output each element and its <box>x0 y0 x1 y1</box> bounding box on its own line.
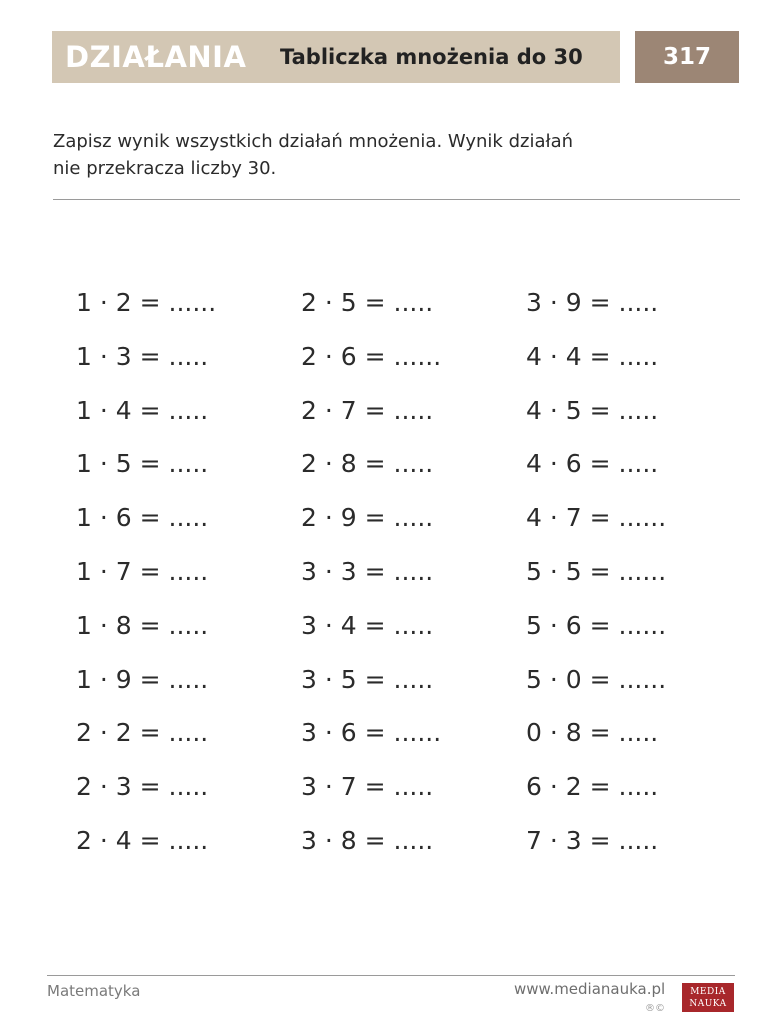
exercise-item: 5 · 5 = ...... <box>526 556 667 586</box>
publisher-logo <box>682 983 734 1012</box>
exercise-item: 3 · 5 = ..... <box>301 664 434 694</box>
instruction-line-1: Zapisz wynik wszystkich działań mnożenia. Wynik działań <box>53 131 574 152</box>
exercise-column-2 <box>301 283 526 875</box>
exercise-item: 3 · 4 = ..... <box>301 610 434 640</box>
exercise-item: 5 · 0 = ...... <box>526 664 667 694</box>
exercise-item: 2 · 6 = ...... <box>301 341 442 371</box>
logo-line-1: MEDIA <box>690 987 726 997</box>
exercise-item: 1 · 6 = ..... <box>76 503 209 533</box>
exercise-item: 1 · 8 = ..... <box>76 610 209 640</box>
footer-url: www.medianauka.pl <box>514 980 666 998</box>
exercise-item: 4 · 6 = ..... <box>526 449 659 479</box>
exercise-item: 3 · 7 = ..... <box>301 772 434 802</box>
exercise-item: 4 · 4 = ..... <box>526 341 659 371</box>
exercise-grid <box>76 283 716 863</box>
exercise-item: 2 · 5 = ..... <box>301 288 434 317</box>
exercise-item: 7 · 3 = ..... <box>526 825 659 855</box>
exercise-item: 3 · 3 = ..... <box>301 556 434 586</box>
instruction <box>53 128 713 182</box>
exercise-item: 2 · 7 = ..... <box>301 395 434 425</box>
exercise-item: 3 · 9 = ..... <box>526 288 659 317</box>
exercise-item: 2 · 2 = ..... <box>76 718 209 748</box>
exercise-item: 1 · 4 = ..... <box>76 395 209 425</box>
bottom-divider <box>47 975 735 976</box>
exercise-item: 4 · 7 = ...... <box>526 503 667 533</box>
exercise-item: 3 · 8 = ..... <box>301 825 434 855</box>
exercise-item: 1 · 2 = ...... <box>76 288 217 317</box>
logo-line-2: NAUKA <box>689 999 727 1009</box>
exercise-item: 5 · 6 = ...... <box>526 610 667 640</box>
exercise-item: 1 · 5 = ..... <box>76 449 209 479</box>
exercise-item: 2 · 8 = ..... <box>301 449 434 479</box>
exercise-column-3 <box>526 283 751 875</box>
exercise-item: 6 · 2 = ..... <box>526 772 659 802</box>
footer-subject: Matematyka <box>47 982 141 1000</box>
exercise-item: 3 · 6 = ...... <box>301 718 442 748</box>
exercise-item: 1 · 9 = ..... <box>76 664 209 694</box>
exercise-column-1 <box>76 283 301 875</box>
instruction-line-2: nie przekracza liczby 30. <box>53 158 277 179</box>
page-number: 317 <box>635 31 739 83</box>
exercise-item: 4 · 5 = ..... <box>526 395 659 425</box>
exercise-item: 2 · 4 = ..... <box>76 825 209 855</box>
footer-marks: ®© <box>645 1003 665 1014</box>
header-title: Tabliczka mnożenia do 30 <box>280 45 583 69</box>
exercise-item: 2 · 3 = ..... <box>76 772 209 802</box>
exercise-item: 2 · 9 = ..... <box>301 503 434 533</box>
header-category: DZIAŁANIA <box>65 40 247 74</box>
top-divider <box>53 199 740 200</box>
exercise-item: 1 · 7 = ..... <box>76 556 209 586</box>
exercise-item: 0 · 8 = ..... <box>526 718 659 748</box>
exercise-item: 1 · 3 = ..... <box>76 341 209 371</box>
